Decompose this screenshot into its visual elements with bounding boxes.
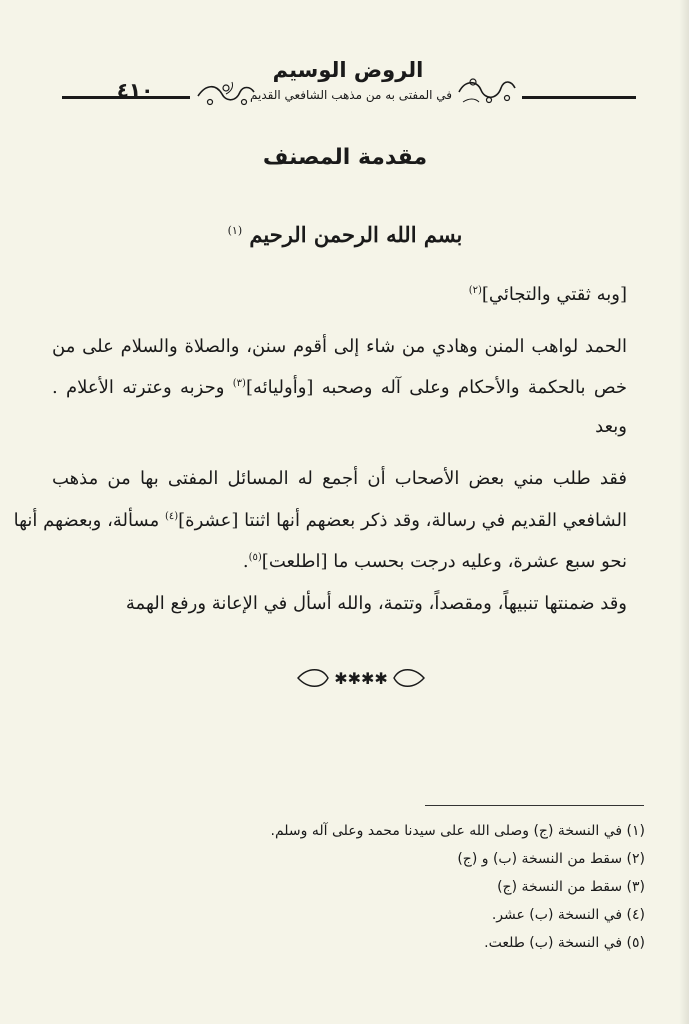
footnote-ref: (٢) [468, 285, 482, 296]
page-number: ٤١٠ [116, 78, 154, 102]
footnote: (٣) سقط من النسخة (ج) [497, 879, 645, 895]
section-divider-icon [296, 663, 426, 693]
basmala-heading [200, 222, 490, 247]
running-title: الروض الوسيم [272, 58, 424, 82]
running-subtitle: في المفتى به من مذهب الشافعي القديم [250, 88, 452, 102]
body-line: الشافعي القديم في رسالة، وقد ذكر بعضهم أنها اثنتا [عشرة]$^{(٤)}$ مسألة، وبعضهم أنها [13, 510, 627, 531]
footnote: (٥) في النسخة (ب) طلعت. [484, 935, 645, 951]
footnote-ref: (٥) [248, 552, 262, 563]
basmala-text: بسم الله الرحمن الرحيم [249, 222, 463, 247]
footnote: (٤) في النسخة (ب) عشر. [491, 907, 645, 923]
header-rule-right [522, 96, 636, 99]
footnote-ref: (٣) [232, 378, 246, 389]
body-line: فقد طلب مني بعض الأصحاب أن أجمع له المسائل المفتى بها من مذهب [52, 468, 627, 489]
footnote: (١) في النسخة (ج) وصلى الله على سيدنا محمد وعلى آله وسلم. [270, 823, 645, 839]
chapter-title: مقدمة المصنف [262, 145, 428, 170]
basmala-footnote-ref: (١) [227, 224, 243, 237]
body-line: نحو سبع عشرة، وعليه درجت بحسب ما [اطلعت]$^{(٥)}$. [242, 551, 627, 572]
body-line: وقد ضمنتها تنبيهاً، ومقصداً، وتتمة، والله أسأل في الإعانة ورفع الهمة [125, 593, 627, 614]
header-ornament-right-icon [455, 72, 517, 108]
body-line: [وبه ثقتي والتجائي]$^{(٢)}$ [468, 284, 627, 305]
footnote-rule [425, 805, 644, 806]
svg-text:✱✱✱✱: ✱✱✱✱ [334, 669, 388, 688]
footnote: (٢) سقط من النسخة (ب) و (ج) [457, 851, 645, 867]
header-ornament-left-icon [196, 78, 256, 110]
body-line: وبعد [595, 416, 627, 437]
page-edge-shadow [679, 0, 689, 1024]
body-line: الحمد لواهب المنن وهادي من شاء إلى أقوم سنن، والصلاة والسلام على من [52, 336, 627, 357]
footnote-ref: (٤) [164, 511, 179, 522]
body-line: خص بالحكمة والأحكام وعلى آله وصحبه [وأوليائه]$^{(٣)}$ وحزبه وعترته الأعلام . [52, 377, 627, 398]
